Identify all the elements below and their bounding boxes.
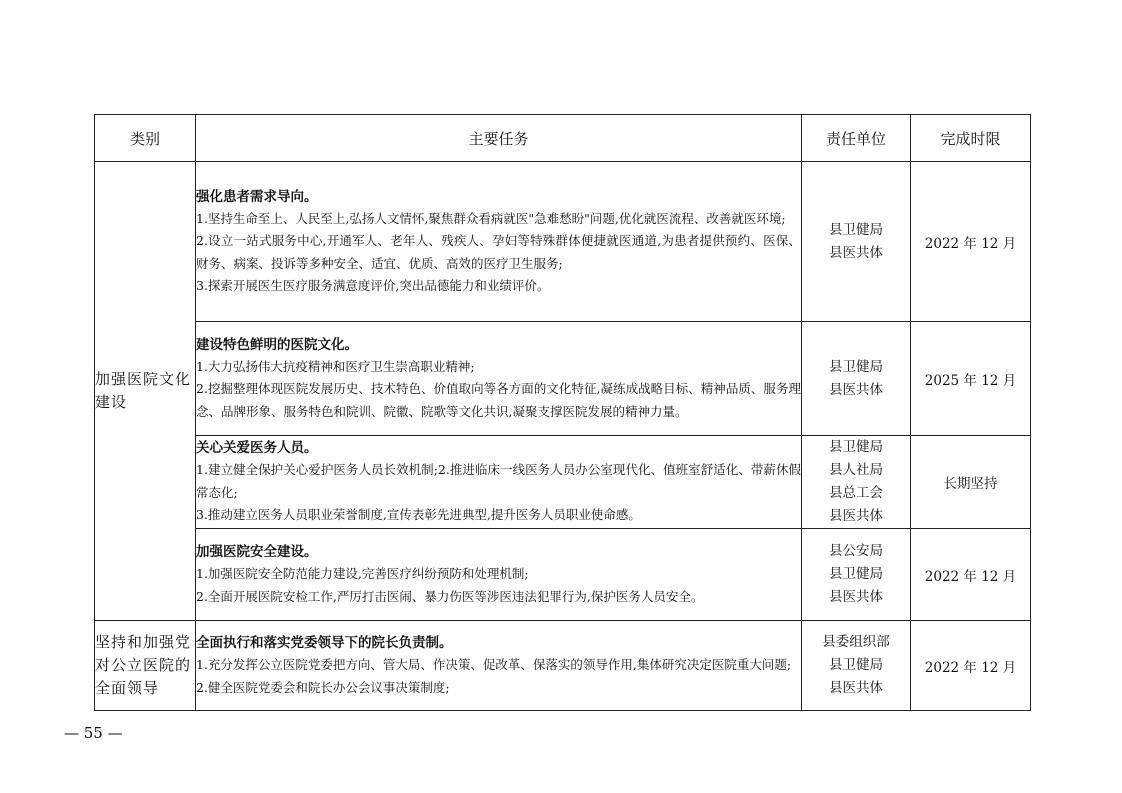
task-cell xyxy=(196,436,802,529)
unit-cell xyxy=(802,436,911,529)
task-cell xyxy=(196,529,802,621)
task-table xyxy=(94,114,1031,711)
table-row xyxy=(95,322,1031,436)
header-category: 类别 xyxy=(95,115,196,162)
unit-cell xyxy=(802,322,911,436)
task-item: 3.探索开展医生医疗服务满意度评价,突出品德能力和业绩评价。 xyxy=(196,278,550,293)
task-title: 建设特色鲜明的医院文化。 xyxy=(196,336,358,353)
unit-name: 县医共体 xyxy=(829,680,883,696)
unit-name: 县委组织部 xyxy=(822,634,890,650)
table-row xyxy=(95,621,1031,711)
unit-name: 县公安局 xyxy=(829,543,883,559)
deadline-cell: 2025 年 12 月 xyxy=(911,322,1031,436)
deadline-cell: 长期坚持 xyxy=(911,436,1031,529)
task-title: 关心关爱医务人员。 xyxy=(196,440,318,457)
task-title: 强化患者需求导向。 xyxy=(196,188,318,205)
task-item: 1.建立健全保护关心爱护医务人员长效机制;2.推进临床一线医务人员办公室现代化、值班室舒适化、带薪休假常态化; xyxy=(196,462,801,500)
deadline-cell: 2022 年 12 月 xyxy=(911,621,1031,711)
table-header-row xyxy=(95,115,1031,162)
unit-cell xyxy=(802,621,911,711)
deadline-cell: 2022 年 12 月 xyxy=(911,162,1031,322)
task-item: 2.全面开展医院安检工作,严厉打击医闹、暴力伤医等涉医违法犯罪行为,保护医务人员安全。 xyxy=(196,588,704,604)
deadline-cell: 2022 年 12 月 xyxy=(911,529,1031,621)
category-cell: 加强医院文化建设 xyxy=(95,162,196,621)
task-cell xyxy=(196,162,802,322)
unit-name: 县总工会 xyxy=(829,485,883,501)
table-row xyxy=(95,436,1031,529)
page-number: — 55 — xyxy=(64,724,123,742)
unit-name: 县医共体 xyxy=(829,244,883,261)
unit-cell xyxy=(802,162,911,322)
unit-name: 县医共体 xyxy=(829,381,883,398)
task-item: 2.挖掘整理体现医院发展历史、技术特色、价值取向等各方面的文化特征,凝练成战略目标、精神品质、服务理念、品牌形象、服务特色和院训、院徽、院歌等文化共识,凝聚支撑医院发展的精神力量。 xyxy=(196,381,801,419)
task-item: 1.加强医院安全防范能力建设,完善医疗纠纷预防和处理机制; xyxy=(196,566,529,581)
unit-name: 县卫健局 xyxy=(829,221,883,238)
task-item: 1.大力弘扬伟大抗疫精神和医疗卫生崇高职业精神; xyxy=(196,358,475,374)
unit-name: 县人社局 xyxy=(829,462,883,478)
unit-name: 县卫健局 xyxy=(829,439,883,455)
unit-name: 县卫健局 xyxy=(829,657,883,673)
table-row xyxy=(95,529,1031,621)
header-unit: 责任单位 xyxy=(802,115,911,162)
task-item: 3.推动建立医务人员职业荣誉制度,宣传表彰先进典型,提升医务人员职业使命感。 xyxy=(196,507,641,523)
task-item: 1.充分发挥公立医院党委把方向、管大局、作决策、促改革、保落实的领导作用,集体研究决定医院重大问题; xyxy=(196,657,792,672)
unit-name: 县医共体 xyxy=(829,508,883,524)
unit-name: 县医共体 xyxy=(829,589,883,605)
table-row xyxy=(95,162,1031,322)
header-deadline: 完成时限 xyxy=(911,115,1031,162)
task-cell xyxy=(196,621,802,711)
task-item: 2.设立一站式服务中心,开通军人、老年人、残疾人、孕妇等特殊群体便捷就医通道,为患者提供预约、医保、财务、病案、投诉等多种安全、适宜、优质、高效的医疗卫生服务; xyxy=(196,233,801,271)
task-title: 加强医院安全建设。 xyxy=(196,544,318,560)
header-task: 主要任务 xyxy=(196,115,802,162)
task-title: 全面执行和落实党委领导下的院长负责制。 xyxy=(196,635,453,651)
task-item: 2.健全医院党委会和院长办公会议事决策制度; xyxy=(196,679,450,695)
unit-name: 县卫健局 xyxy=(829,566,883,582)
unit-cell xyxy=(802,529,911,621)
task-item: 1.坚持生命至上、人民至上,弘扬人文情怀,聚焦群众看病就医"急难愁盼"问题,优化就医流程、改善就医环境; xyxy=(196,210,786,226)
task-cell xyxy=(196,322,802,436)
unit-name: 县卫健局 xyxy=(829,358,883,375)
category-cell: 坚持和加强党对公立医院的全面领导 xyxy=(95,621,196,711)
